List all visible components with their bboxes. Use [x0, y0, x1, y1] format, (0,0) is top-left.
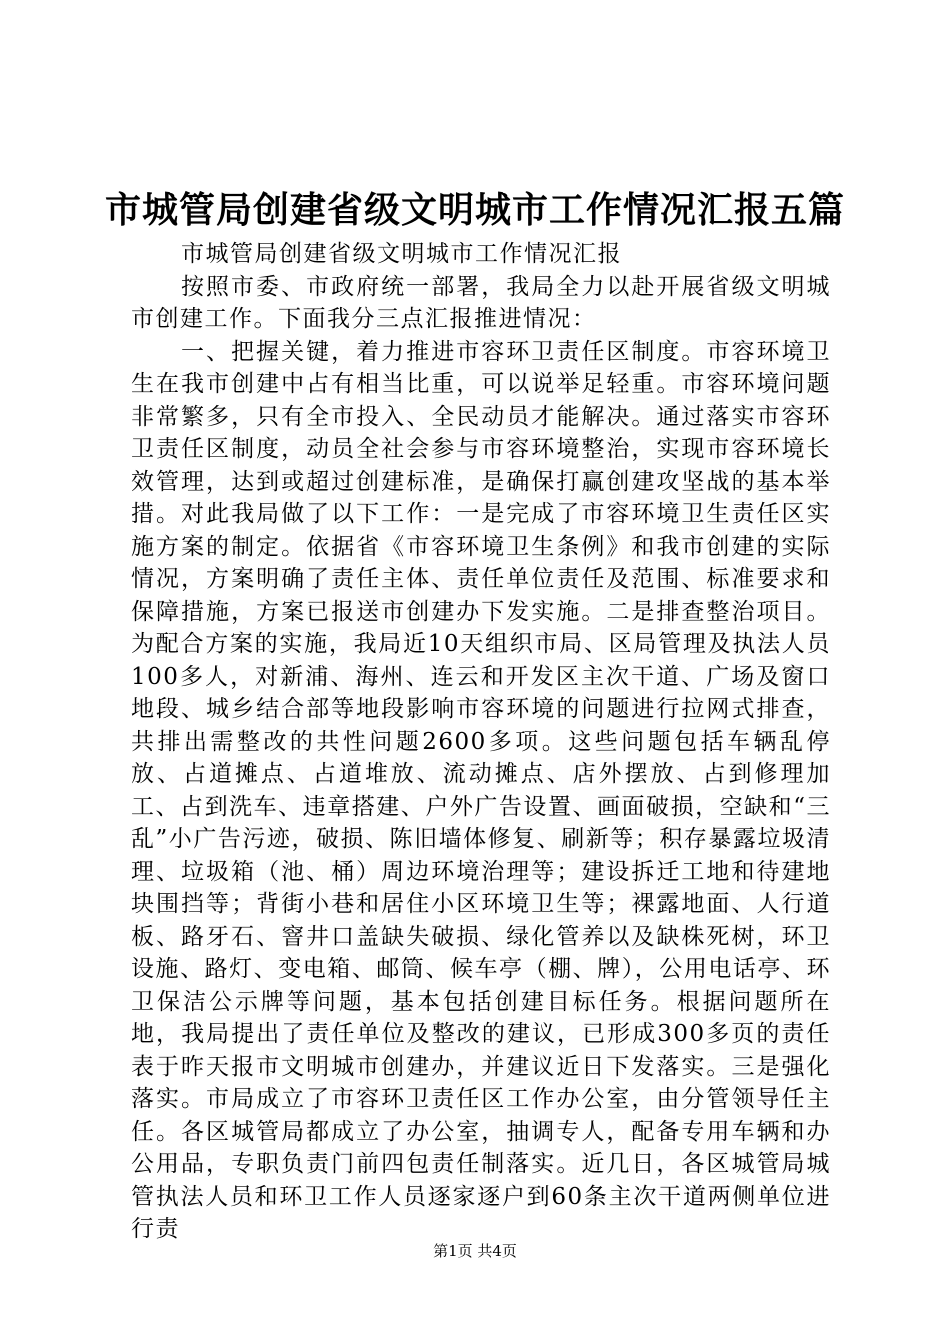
- paragraph-section-one: 一、把握关键，着力推进市容环卫责任区制度。市容环境卫生在我市创建中占有相当比重，可以说举足轻重。市容环境问题非常繁多，只有全市投入、全民动员才能解决。通过落实市容环卫责任区制度，动员全社会参与市容环境整治，实现市容环境长效管理，达到或超过创建标准，是确保打赢创建攻坚战的基本举措。对此我局做了以下工作：一是完成了市容环境卫生责任区实施方案的制定。依据省《市容环境卫生条例》和我市创建的实际情况，方案明确了责任主体、责任单位责任及范围、标准要求和保障措施，方案已报送市创建办下发实施。二是排查整治项目。为配合方案的实施，我局近10天组织市局、区局管理及执法人员100多人，对新浦、海州、连云和开发区主次干道、广场及窗口地段、城乡结合部等地段影响市容环境的问题进行拉网式排查，共排出需整改的共性问题2600多项。这些问题包括车辆乱停放、占道摊点、占道堆放、流动摊点、店外摆放、占到修理加工、占到洗车、违章搭建、户外广告设置、画面破损，空缺和“三乱”小广告污迹，破损、陈旧墙体修复、刷新等；积存暴露垃圾清理、垃圾箱（池、桶）周边环境治理等；建设拆迁工地和待建地块围挡等；背街小巷和居住小区环境卫生等；裸露地面、人行道板、路牙石、窨井口盖缺失破损、绿化管养以及缺株死树，环卫设施、路灯、变电箱、邮筒、候车亭（棚、牌），公用电话亭、环卫保洁公示牌等问题，基本包括创建目标任务。根据问题所在地，我局提出了责任单位及整改的建议，已形成300多页的责任表于昨天报市文明城市创建办，并建议近日下发落实。三是强化落实。市局成立了市容环卫责任区工作办公室，由分管领导任主任。各区城管局都成立了办公室，抽调专人，配备专用车辆和办公用品，专职负责门前四包责任制落实。近几日，各区城管局城管执法人员和环卫工作人员逐家逐户到60条主次干道两侧单位进行责: [131, 338, 831, 1242]
- page-footer: 第1页 共4页: [433, 1242, 517, 1260]
- document-title: 市城管局创建省级文明城市工作情况汇报五篇: [104, 189, 845, 231]
- paragraph-intro: 按照市委、市政府统一部署，我局全力以赴开展省级文明城市创建工作。下面我分三点汇报推进情况：: [131, 273, 831, 332]
- document-body: [131, 238, 831, 1246]
- paragraph-subtitle: 市城管局创建省级文明城市工作情况汇报: [181, 241, 622, 267]
